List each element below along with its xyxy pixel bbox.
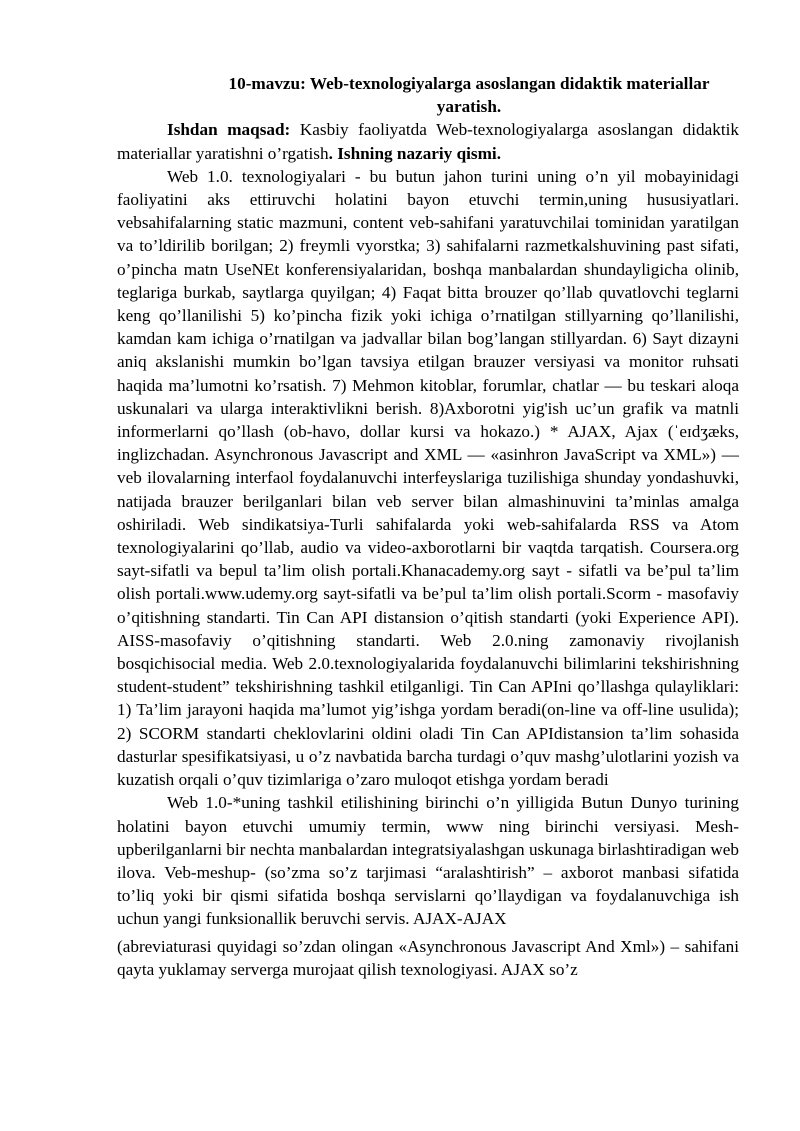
- document-title: 10-mavzu: Web-texnologiyalarga asoslangan didaktik materiallar yaratish.: [228, 74, 710, 117]
- theory-label: . Ishning nazariy qismi.: [328, 143, 501, 163]
- goal-text: Kasbiy faoliyatda Web-texnologiyalarga asoslangan didaktik materiallar yaratishni o’rgatish: [117, 120, 739, 163]
- body-paragraph-2: Web 1.0-*uning tashkil etilishining birinchi o’n yilligida Butun Dunyo turining holatini bayon etuvchi umumiy termin, www ning birinchi versiyasi. Mesh-upberilganlarni bir nechta manbalardan integratsiyalashgan uskunaga birlashtiradigan web ilova. Veb-meshup- (so’zma so’z tarjimasi “aralashtirish” – axborot manbasi sifatida to’liq yoki bir qismi sifatida boshqa servislarni qo’llaydigan va foydalanuvchiga ish uchun yangi funksionallik beruvchi servis. AJAX-AJAX: [117, 793, 739, 929]
- body-paragraph-3: (abreviaturasi quyidagi so’zdan olingan «Asynchronous Javascript And Xml») – sahifani qayta yuklamay serverga murojaat qilish texnologiyasi. AJAX so’z: [117, 936, 739, 979]
- document-page: [117, 72, 739, 981]
- goal-paragraph: [117, 118, 739, 164]
- goal-label: Ishdan maqsad:: [167, 120, 291, 140]
- body-paragraph-1: Web 1.0. texnologiyalari - bu butun jahon turini uning o’n yil mobayinidagi faoliyatini aks ettiruvchi holatini bayon etuvchi termin,uning hususiyatlari. vebsahifalarning static mazmuni, content veb-sahifani yaratuvchilai tominidan yaratilgan va to’ldirilib borilgan; 2) freymli vyorstka; 3) sahifalarni razmetkalshuvining past sifati, o’pincha matn UseNEt konferensiyalaridan, boshqa manbalardan shundayligicha olinib, teglariga burkab, saytlarga quyilgan; 4) Faqat bitta brouzer qo’llab quvatlovchi teglarni keng qo’llanilishi 5) ko’pincha fizik yoki ichiga o’rnatilgan stillyarning qo’llanilishi, kamdan kam ichiga o’rnatilgan va jadvallar bilan bog’langan stillyardan. 6) Sayt dizayni aniq akslanishi mumkin bo’lgan tavsiya etilgan brauzer versiyasi va monitor ruhsati haqida ma’lumotni ko’rsatish. 7) Mehmon kitoblar, forumlar, chatlar — bu teskari aloqa uskunalari va ularga interaktivlikni berish. 8)Axborotni yig'ish uc’un grafik va matnli informerlarni qo’llash (ob-havo, dollar kursi va hokazo.) * AJAX, Ajax (ˈeɪdʒæks, inglizchadan. Asynchronous Javascript and XML — «asinhron JavaScript va XML») — veb ilovalarning interfaol foydalanuvchi interfeyslariga tuzilishiga shunday yondashuvki, natijada brauzer berilganlari bilan veb server bilan almashinuvini ta’minlas amalga oshiriladi. Web sindikatsiya-Turli sahifalarda yoki web-sahifalarda RSS va Atom texnologiyalarini qo’llab, audio va video-axborotlarni bir vaqtda tarqatish. Coursera.org sayt-sifatli va bepul ta’lim olish portali.Khanacademy.org sayt - sifatli va be’pul ta’lim olish portali.www.udemy.org sayt-sifatli va be’pul ta’lim olish portali.Scorm - masofaviy o’qitishning standarti. Tin Can API distansion o’qitish standarti (yoki Experience API). AISS-masofaviy o’qitishning standarti. Web 2.0.ning zamonaviy rivojlanish bosqichisocial media. Web 2.0.texnologiyalarida foydalanuvchi bilimlarini tekshirishning student-student” tekshirishning tashkil etilganligi. Tin Can APIni qo’llashga qulayliklari: 1) Ta’lim jarayoni haqida ma’lumot yig’ishga yordam beradi(on-line va off-line usulida); 2) SCORM standarti cheklovlarini oldini oladi Tin Can APIdistansion ta’lim sohasida dasturlar spesifikatsiyasi, u o’z navbatida barcha turdagi o’quv mashg’ulotlarini yozish va kuzatish orqali o’quv tizimlariga o’zaro muloqot etishga yordam beradi: [117, 166, 739, 790]
